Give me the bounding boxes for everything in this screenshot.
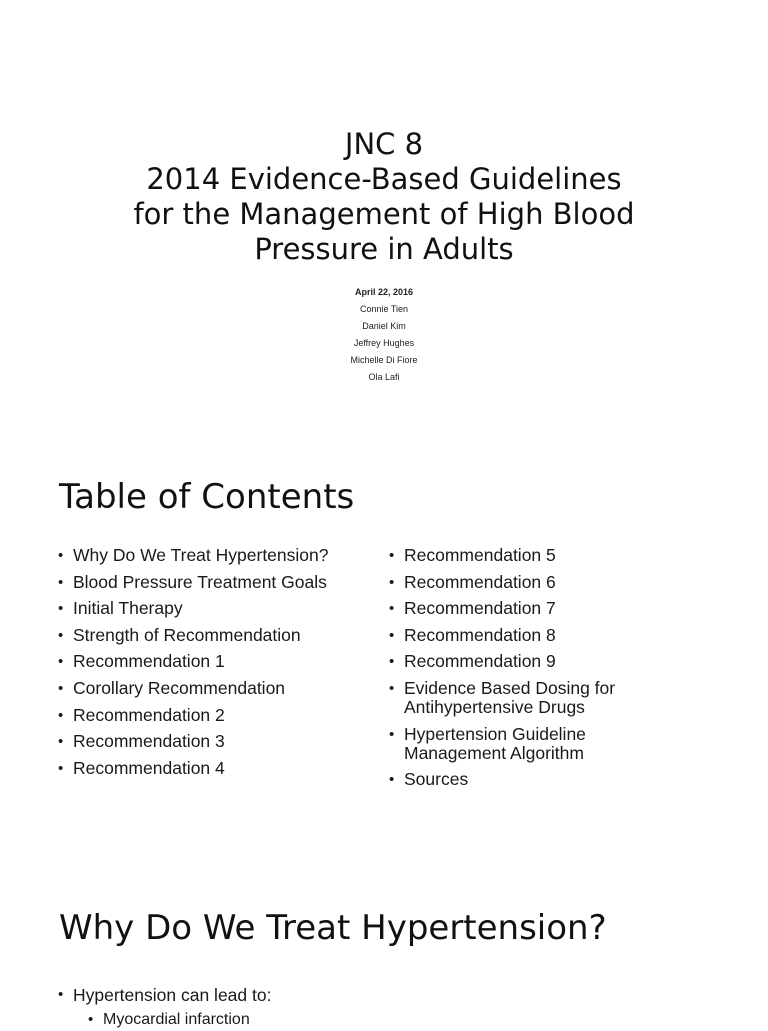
toc-item: • Blood Pressure Treatment Goals	[58, 573, 378, 592]
toc-item: • Recommendation 7	[389, 599, 689, 618]
toc-item: • Sources	[389, 770, 689, 789]
author-name: Daniel Kim	[362, 321, 406, 331]
title-line: JNC 8	[344, 127, 424, 161]
toc-item: • Recommendation 8	[389, 626, 689, 645]
presentation-title	[0, 127, 768, 267]
author-name: Connie Tien	[359, 304, 409, 314]
toc-item: • Why Do We Treat Hypertension?	[58, 546, 378, 565]
toc-item: • Hypertension Guideline Management Algorithm	[389, 725, 689, 763]
presentation-date: April 22, 2016	[354, 287, 414, 297]
author-name: Ola Lafi	[368, 372, 400, 382]
toc-item: • Recommendation 1	[58, 652, 378, 671]
toc-item: • Recommendation 3	[58, 732, 378, 751]
toc-item: • Recommendation 9	[389, 652, 689, 671]
toc-heading: Table of Contents	[59, 477, 355, 517]
toc-left-column	[58, 546, 378, 785]
toc-right-column	[389, 546, 689, 797]
toc-item: • Recommendation 5	[389, 546, 689, 565]
toc-item: • Corollary Recommendation	[58, 679, 378, 698]
toc-item: • Strength of Recommendation	[58, 626, 378, 645]
bullet-item: • Hypertension can lead to:	[58, 984, 271, 1006]
why-slide	[0, 860, 768, 1028]
toc-item: • Initial Therapy	[58, 599, 378, 618]
toc-slide	[0, 430, 768, 850]
sub-bullet-item: • Myocardial infarction	[88, 1009, 271, 1031]
toc-item: • Evidence Based Dosing for Antihypertensive Drugs	[389, 679, 689, 717]
title-line: Pressure in Adults	[254, 232, 514, 266]
toc-item: • Recommendation 4	[58, 759, 378, 778]
presentation-meta	[0, 284, 768, 386]
toc-item: • Recommendation 2	[58, 706, 378, 725]
why-heading: Why Do We Treat Hypertension?	[59, 908, 607, 948]
title-line: 2014 Evidence-Based Guidelines	[146, 162, 622, 196]
author-name: Jeffrey Hughes	[353, 338, 415, 348]
toc-item: • Recommendation 6	[389, 573, 689, 592]
title-line: for the Management of High Blood	[133, 197, 635, 231]
author-name: Michelle Di Fiore	[350, 355, 418, 365]
title-slide	[0, 0, 768, 430]
